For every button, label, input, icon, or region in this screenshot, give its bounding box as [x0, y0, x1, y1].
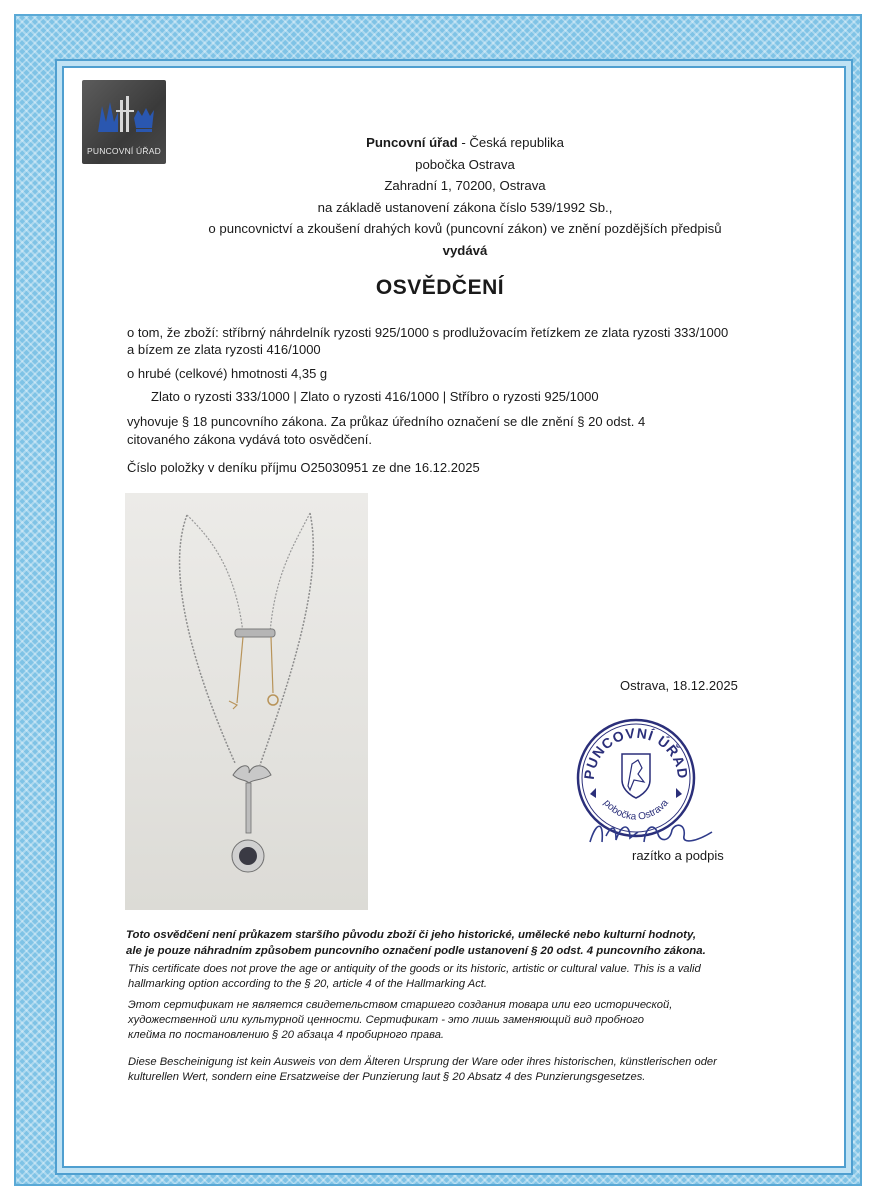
- disclaimer-de-line-2: kulturellen Wert, sondern eine Ersatzweise der Punzierung laut § 20 Absatz 4 des Punzierungsgesetzes.: [128, 1071, 646, 1083]
- goods-description-line-2: a bízem ze zlata ryzosti 416/1000: [127, 342, 321, 357]
- svg-text:PUNCOVNÍ ÚŘAD: [581, 725, 691, 780]
- disclaimer-english: [128, 962, 768, 992]
- disclaimer-ru-line-2: художественной или культурной ценности. Сертификат - это лишь заменяющий вид пробного: [128, 1014, 644, 1026]
- compliance-line-2: citovaného zákona vydává toto osvědčení.: [127, 432, 372, 447]
- stamp-bottom-text: pobočka Ostrava: [601, 797, 671, 823]
- item-number-line: Číslo položky v deníku příjmu O25030951 ze dne 16.12.2025: [127, 460, 480, 475]
- metals-line: Zlato o ryzosti 333/1000 | Zlato o ryzosti 416/1000 | Stříbro o ryzosti 925/1000: [151, 389, 599, 404]
- branch-line: pobočka Ostrava: [415, 156, 515, 172]
- signature-label: razítko a podpis: [632, 848, 724, 863]
- disclaimer-german: [128, 1055, 768, 1085]
- stamp-top-text: PUNCOVNÍ ÚŘAD: [580, 724, 692, 781]
- office-name: Puncovní úřad: [366, 135, 458, 150]
- document-title: OSVĚDČENÍ: [375, 276, 505, 299]
- compliance-line-1: vyhovuje § 18 puncovního zákona. Za průkaz úředního označení se dle znění § 20 odst. 4: [127, 414, 646, 429]
- necklace-image: [125, 493, 368, 910]
- disclaimer-russian: [128, 998, 768, 1043]
- disclaimer-ru-line-1: Этот сертификат не является свидетельством старшего создания товара или его исторической,: [128, 999, 673, 1011]
- disclaimer-de-line-1: Diese Bescheinigung ist kein Ausweis von dem Älteren Ursprung der Ware oder ihres historischen, künstlerischen oder: [128, 1056, 717, 1068]
- item-photo: [125, 493, 368, 910]
- goods-description-line-1: o tom, že zboží: stříbrný náhrdelník ryzosti 925/1000 s prodlužovacím řetízkem ze zlata ryzosti 333/1000: [127, 325, 729, 340]
- disclaimer-en-line-1: This certificate does not prove the age or antiquity of the goods or its historic, artistic or cultural value. This is a valid: [128, 963, 701, 975]
- place-and-date: Ostrava, 18.12.2025: [620, 678, 738, 693]
- disclaimer-cz-line-1: Toto osvědčení není průkazem staršího původu zboží či jeho historické, umělecké nebo kulturní hodnoty,: [126, 929, 697, 941]
- address-line: Zahradní 1, 70200, Ostrava: [384, 178, 546, 193]
- issues-line: [120, 240, 810, 262]
- disclaimer-czech: [126, 927, 766, 959]
- disclaimer-ru-line-3: клейма по постановлению § 20 абзаца 4 пробирного права.: [128, 1029, 445, 1041]
- office-country: - Česká republika: [457, 135, 564, 150]
- disclaimer-cz-line-2: ale je pouze náhradním způsobem puncovního označení podle ustanovení § 20 odst. 4 puncovního zákona.: [126, 945, 706, 957]
- disclaimer-en-line-2: hallmarking option according to the § 20, article 4 of the Hallmarking Act.: [128, 978, 488, 990]
- office-line: [120, 132, 810, 154]
- issuer-header: [120, 132, 810, 261]
- issues-word: vydává: [442, 242, 488, 258]
- logo-caption: PUNCOVNÍ ÚŘAD: [87, 146, 161, 156]
- law-line-1: na základě ustanovení zákona číslo 539/1992 Sb.,: [317, 199, 613, 215]
- law-line-2: o puncovnictví a zkoušení drahých kovů (puncovní zákon) ve znění pozdějších předpisů: [208, 221, 722, 236]
- weight-line: o hrubé (celkové) hmotnosti 4,35 g: [127, 366, 328, 381]
